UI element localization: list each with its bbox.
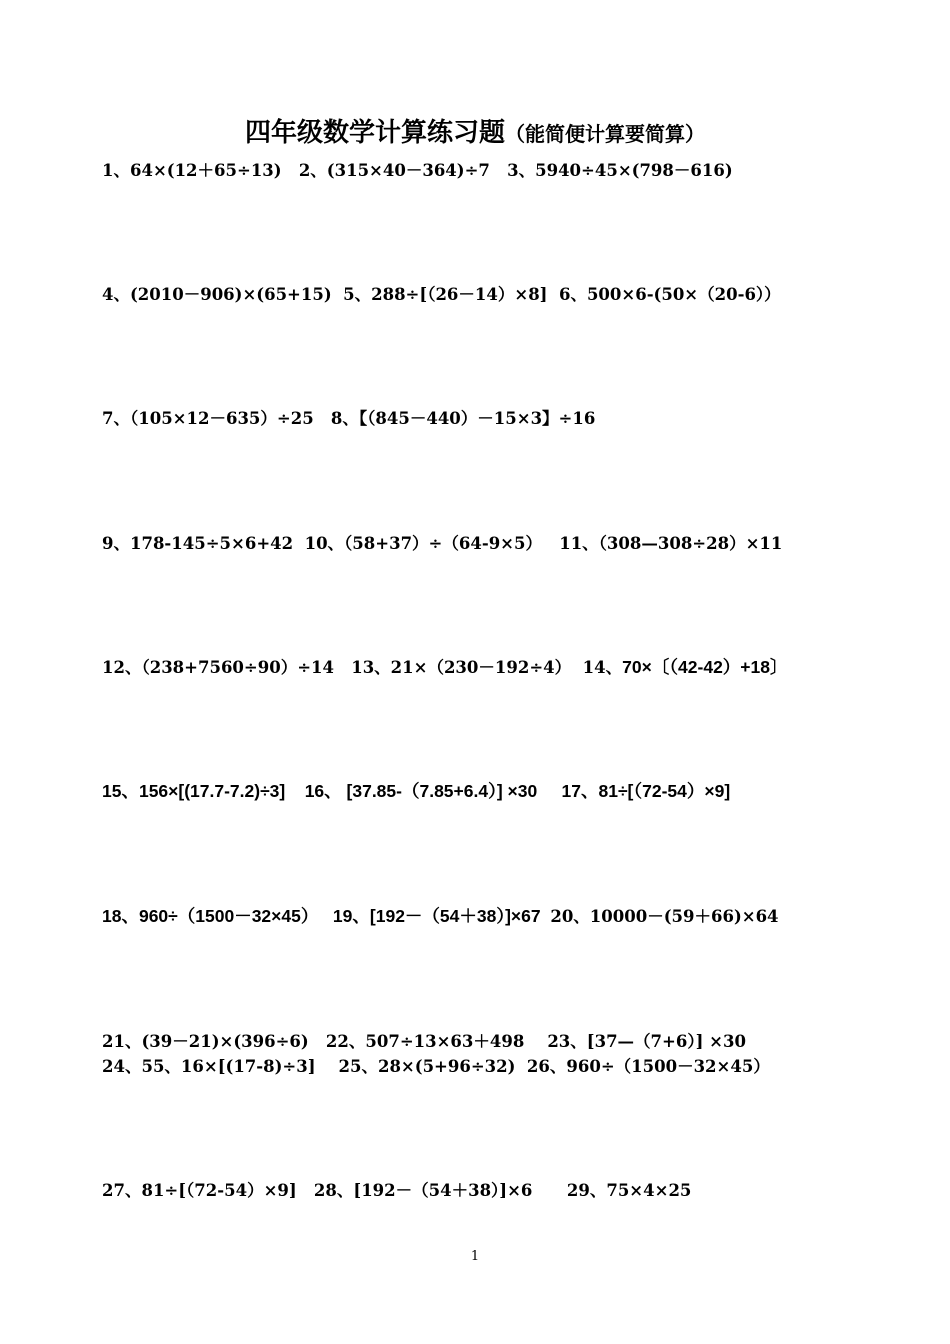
problem-row-7 <box>102 903 779 928</box>
problem-row-6: 15、156×[(17.7-7.2)÷3] 16、 [37.85-（7.85+6.4）] ×30 17、81÷[（72-54）×9] <box>102 781 731 801</box>
title-main: 四年级数学计算练习题 <box>244 118 505 148</box>
page-number: 1 <box>470 1249 480 1264</box>
problem-row-5 <box>102 654 788 679</box>
problem-row-7-part-b: 20、10000－(59＋66)×64 <box>550 907 779 926</box>
problem-row-5-part-b: 70×〔（42-42）+18〕 <box>622 657 788 677</box>
title-subtitle: （能简便计算要简算） <box>505 122 705 146</box>
problem-row-4: 9、178-145÷5×6+42 10、（58+37）÷（64-9×5） 11、（308—308÷28）×11 <box>102 534 783 553</box>
problem-row-9: 24、55、16×[(17-8)÷3] 25、28×(5+96÷32) 26、960÷（1500－32×45） <box>102 1057 770 1076</box>
problem-row-2: 4、(2010－906)×(65+15) 5、288÷[（26－14）×8] 6、500×6-(50×（20-6）） <box>102 285 781 304</box>
worksheet-title <box>0 112 950 149</box>
problem-row-3: 7、（105×12－635）÷25 8、【（845－440）－15×3】÷16 <box>102 409 596 428</box>
problem-row-10: 27、81÷[（72-54）×9] 28、[192－（54＋38）]×6 29、75×4×25 <box>102 1181 692 1200</box>
problem-row-5-part-a: 12、（238+7560÷90）÷14 13、21×（230－192÷4） 14、 <box>102 658 623 677</box>
problem-row-8: 21、(39－21)×(396÷6) 22、507÷13×63＋498 23、[37—（7+6）] ×30 <box>102 1032 746 1051</box>
problem-row-7-part-a: 18、960÷（1500－32×45） 19、[192－（54＋38）]×67 <box>102 906 551 926</box>
problem-row-1: 1、64×(12＋65÷13) 2、(315×40－364)÷7 3、5940÷45×(798－616) <box>102 161 733 180</box>
